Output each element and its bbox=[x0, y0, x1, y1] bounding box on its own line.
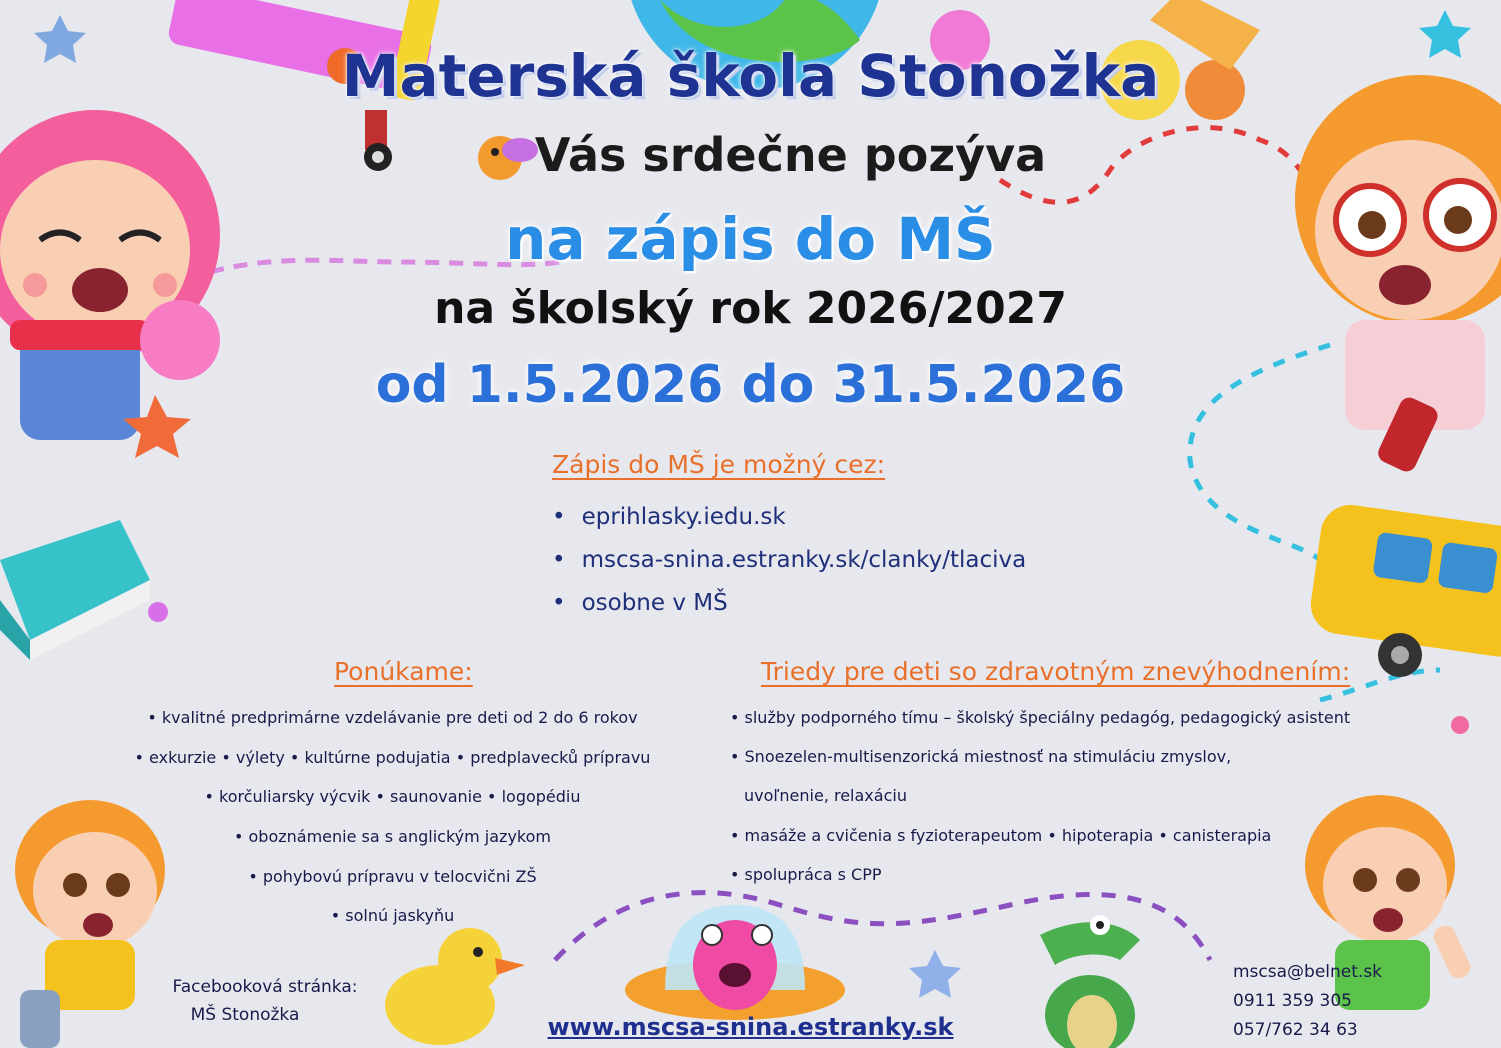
enrollment-methods-list bbox=[552, 500, 1026, 629]
school-bus-icon bbox=[1307, 501, 1501, 677]
enrollment-methods-heading: Zápis do MŠ je možný cez: bbox=[552, 450, 886, 479]
special-classes-list bbox=[730, 704, 1350, 900]
email-address[interactable]: mscsa@belnet.sk bbox=[1233, 962, 1383, 982]
facebook-label: Facebooková stránka: bbox=[172, 977, 358, 997]
list-item: • korčuliarsky výcvik • saunovanie • logopédiu bbox=[204, 787, 581, 807]
mobile-number: 0911 359 305 bbox=[1233, 991, 1352, 1011]
list-item: uvoľnenie, relaxáciu bbox=[744, 786, 907, 806]
list-item: • masáže a cvičenia s fyzioterapeutom • hipoterapia • canisterapia bbox=[730, 825, 1272, 845]
list-item: • solnú jaskyňu bbox=[330, 906, 455, 926]
list-item: • pohybovú prípravu v telocvični ZŠ bbox=[248, 866, 537, 886]
list-item: • spolupráca s CPP bbox=[730, 864, 882, 884]
decorative-dot bbox=[148, 602, 168, 622]
enrollment-dates: od 1.5.2026 do 31.5.2026 bbox=[375, 355, 1126, 415]
contact-info bbox=[1233, 958, 1382, 1045]
offer-list bbox=[120, 704, 665, 942]
enrollment-headline: na zápis do MŠ bbox=[505, 205, 996, 273]
school-year: na školský rok 2026/2027 bbox=[434, 283, 1067, 334]
list-item: • oboznámenie sa s anglickým jazykom bbox=[233, 827, 551, 847]
list-item: • Snoezelen-multisenzorická miestnosť na stimuláciu zmyslov, bbox=[730, 747, 1232, 767]
offer-heading: Ponúkame: bbox=[334, 657, 473, 686]
list-item: • eprihlasky.iedu.sk bbox=[552, 500, 1026, 543]
phone-number: 057/762 34 63 bbox=[1233, 1020, 1358, 1040]
special-classes-heading: Triedy pre deti so zdravotným znevýhodnením: bbox=[761, 657, 1351, 686]
list-item: • exkurzie • výlety • kultúrne podujatia • predplavecků prípravu bbox=[134, 747, 651, 767]
book-icon bbox=[0, 520, 150, 660]
facebook-page-name: MŠ Stonožka bbox=[190, 1005, 300, 1025]
list-item: • mscsa-snina.estranky.sk/clanky/tlaciva bbox=[552, 543, 1026, 586]
list-item: • kvalitné predprimárne vzdelávanie pre deti od 2 do 6 rokov bbox=[147, 708, 638, 727]
website-link[interactable]: www.mscsa-snina.estranky.sk bbox=[547, 1013, 954, 1041]
decorative-dot bbox=[1451, 716, 1469, 734]
invitation-subtitle bbox=[0, 128, 1501, 182]
list-item: • osobne v MŠ bbox=[552, 586, 1026, 629]
school-name-title: Materská škola Stonožka bbox=[341, 42, 1160, 110]
star-icon bbox=[909, 950, 961, 998]
invitation-text: Vás srdečne pozýva bbox=[534, 128, 1047, 182]
list-item: • služby podporného tímu – školský špeciálny pedagóg, pedagogický asistent bbox=[730, 708, 1351, 727]
